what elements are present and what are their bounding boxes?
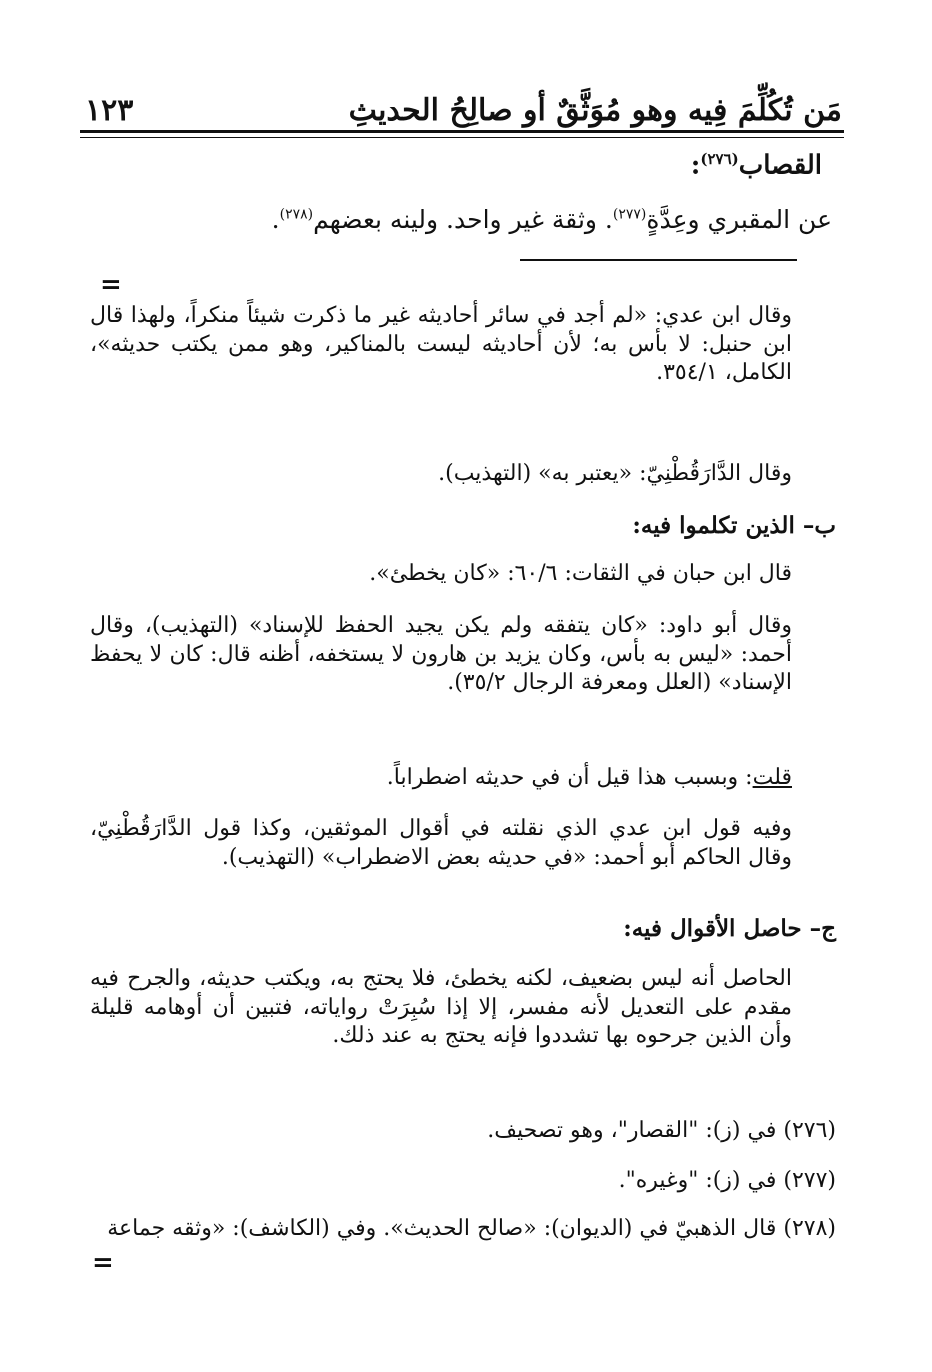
paragraph-qultu xyxy=(387,765,792,790)
paragraph-abu-dawud: وقال أبو داود: «كان يتفقه ولم يكن يجيد الحفظ للإسناد» (التهذيب)، وقال أحمد: «ليس به بأس، وكان يزيد بن هارون لا يستخفه، أظنه قال: كان لا يحفظ الإسناد» (العلل ومعرفة الرجال ٣٥/٢). xyxy=(90,613,792,696)
page-number: ١٢٣ xyxy=(85,93,134,128)
entry-summary xyxy=(272,205,832,234)
section-heading-c: ج– حاصل الأقوال فيه: xyxy=(623,915,836,942)
entry-name-ref: (٢٧٦) xyxy=(700,150,739,168)
entry-ref-a: (٢٧٧) xyxy=(612,206,647,223)
paragraph-daraqutni: وقال الدَّارَقُطْنِيّ: «يعتبر به» (التهذيب). xyxy=(438,461,792,486)
section-heading-b: ب– الذين تكلموا فيه: xyxy=(632,512,836,539)
continuation-mark-top: = xyxy=(100,270,122,300)
entry-text-a: عن المقبري وعِدَّةٍ xyxy=(646,205,832,234)
paragraph-ibn-adi-2: وفيه قول ابن عدي الذي نقلته في أقوال الموثقين، وكذا قول الدَّارَقُطْنِيّ، وقال الحاكم أبو أحمد: «في حديثه بعض الاضطراب» (التهذيب). xyxy=(90,816,792,870)
paragraph-conclusion: الحاصل أنه ليس بضعيف، لكنه يخطئ، فلا يحتج به، ويكتب حديثه، والجرح فيه مقدم على التعديل لأنه مفسر، إلا إذا سُبِرَتْ رواياته، فتبين أن أوهامه قليلة وأن الذين جرحوه بها تشددوا فإنه يحتج به عند ذلك. xyxy=(90,966,792,1049)
entry-name xyxy=(691,150,822,181)
footnote-277: (٢٧٧) في (ز): "وغيره". xyxy=(618,1168,836,1193)
header-rule-thick xyxy=(80,130,844,133)
paragraph-ibn-adi: وقال ابن عدي: «لم أجد في سائر أحاديثه غير ما ذكرت شيئاً منكراً، ولهذا قال ابن حنبل: لا بأس به؛ لأن أحاديثه ليست بالمناكير، وهو ممن يكتب حديثه»، الكامل، ٣٥٤/١. xyxy=(90,303,792,386)
footnote-276: (٢٧٦) في (ز): "القصار"، وهو تصحيف. xyxy=(487,1118,836,1143)
header-rule-thin xyxy=(80,137,844,138)
entry-text-b: . وثقة غير واحد. ولينه بعضهم xyxy=(313,205,613,234)
entry-name-text: القصاب xyxy=(738,150,822,181)
paragraph-ibn-hibban: قال ابن حبان في الثقات: ٦٠/٦: «كان يخطئ». xyxy=(369,561,792,586)
page-header xyxy=(85,78,842,128)
entry-end: . xyxy=(271,205,280,234)
continuation-mark-bottom: = xyxy=(92,1248,114,1278)
qultu-text: : وبسبب هذا قيل أن في حديثه اضطراباً. xyxy=(386,765,753,790)
entry-ref-b: (٢٧٨) xyxy=(279,206,314,223)
footnote-278: (٢٧٨) قال الذهبيّ في (الديوان): «صالح الحديث». وفي (الكاشف): «وثقه جماعة xyxy=(107,1216,836,1241)
entry-name-colon: : xyxy=(690,150,701,181)
running-title: مَن تُكُلِّمَ فِيه وهو مُوَثَّقٌ أو صالِحُ الحديثِ xyxy=(348,93,842,128)
footnote-separator xyxy=(520,259,797,261)
qultu-label: قلت xyxy=(752,765,792,790)
